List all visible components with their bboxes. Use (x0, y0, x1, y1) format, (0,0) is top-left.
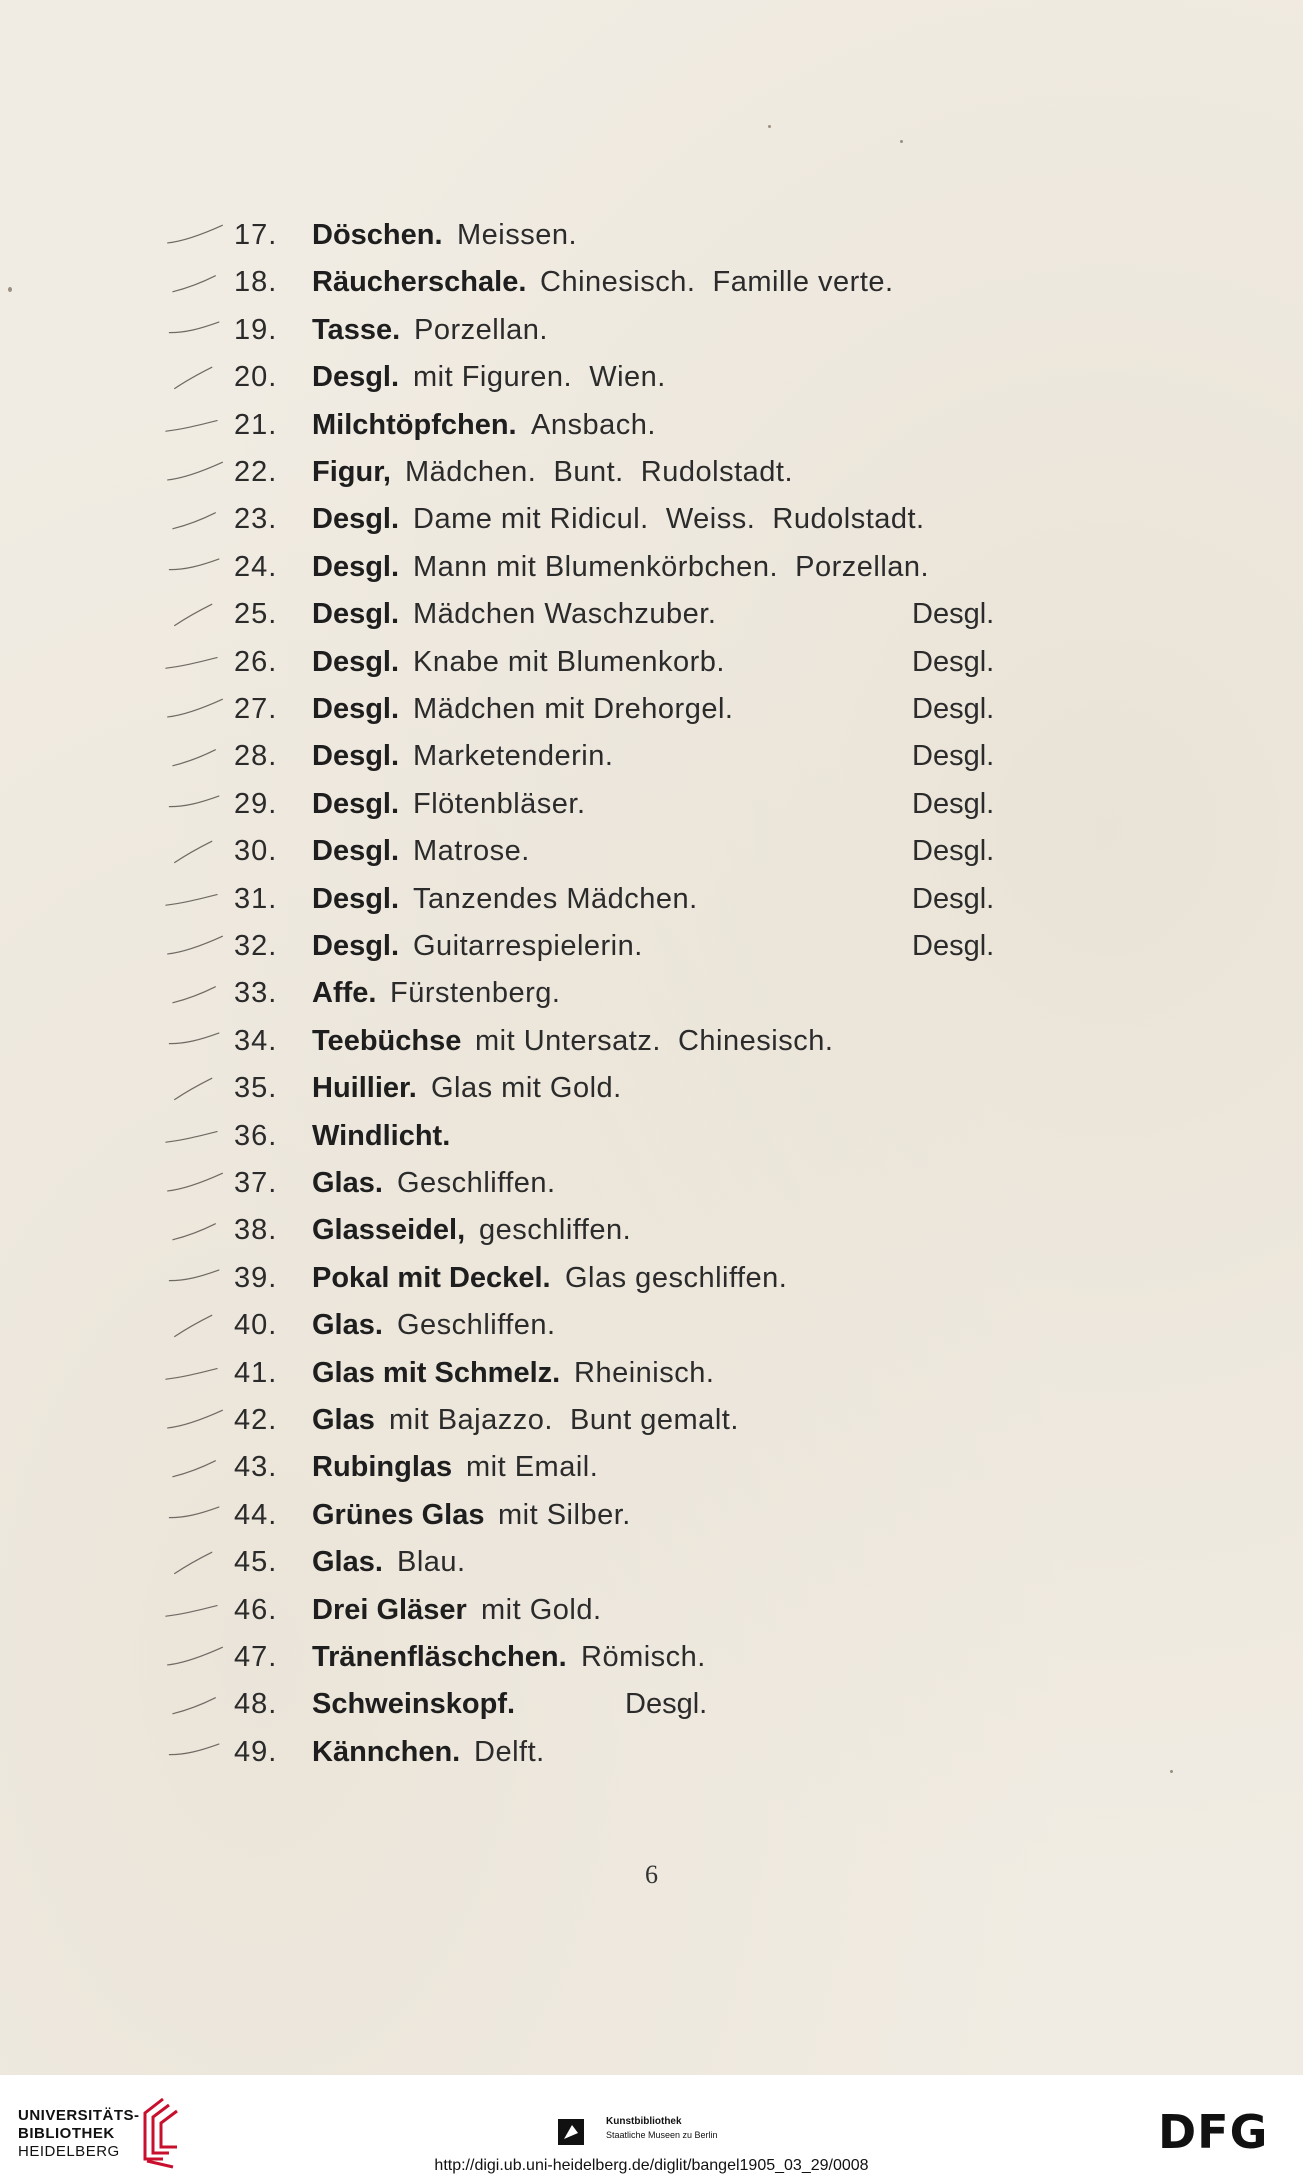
paper-speck (8, 287, 12, 292)
catalog-entry (0, 1255, 1303, 1302)
entry-number: 37. (234, 1167, 278, 1199)
entry-number: 44. (234, 1498, 278, 1531)
entry-material: Desgl. (912, 930, 995, 962)
pencil-tick-icon (160, 1310, 230, 1340)
entry-description: Rheinisch. (574, 1356, 715, 1389)
entry-title: Pokal mit Deckel. (312, 1261, 551, 1294)
entry-description: Matrose. (413, 835, 530, 868)
entry-title: Desgl. (312, 930, 400, 962)
entry-title: Desgl. (312, 361, 400, 394)
uni-logo-line1: UNIVERSITÄTS- (18, 2107, 140, 2124)
catalog-entry (0, 544, 1303, 591)
pencil-tick-icon (160, 599, 230, 629)
entry-number: 49. (234, 1735, 278, 1768)
catalog-entry (0, 1018, 1303, 1065)
entry-number: 45. (234, 1546, 278, 1579)
dfg-logo: DFG (1158, 2105, 1269, 2159)
entry-title: Affe. (312, 977, 377, 1010)
entry-title: Desgl. (312, 740, 400, 773)
pencil-tick-icon (160, 1500, 230, 1530)
entry-description: Glas geschliffen. (565, 1261, 788, 1294)
catalog-entry (0, 1587, 1303, 1634)
university-library-logo (18, 2107, 140, 2161)
entry-number: 23. (234, 503, 278, 536)
catalog-entry (0, 828, 1303, 875)
pencil-tick-icon (160, 1595, 230, 1625)
entry-number: 34. (234, 1024, 278, 1057)
pencil-tick-icon (160, 1168, 230, 1198)
entry-material: Desgl. (912, 882, 995, 915)
entry-number: 36. (234, 1119, 278, 1152)
entry-description: Dame mit Ridicul. Weiss. Rudolstadt. (413, 503, 925, 536)
catalog-entry (0, 354, 1303, 401)
entry-title: Desgl. (312, 503, 400, 536)
entry-description: Glas mit Gold. (431, 1072, 622, 1105)
catalog-entry (0, 781, 1303, 828)
catalog-entry (0, 496, 1303, 543)
pencil-tick-icon (160, 362, 230, 392)
pencil-tick-icon (160, 789, 230, 819)
paper-speck (1170, 1770, 1173, 1773)
pencil-tick-icon (160, 267, 230, 297)
entry-title: Desgl. (312, 835, 400, 868)
pencil-tick-icon (160, 457, 230, 487)
entry-title: Tränenfläschchen. (312, 1641, 567, 1673)
entry-title: Glas. (312, 1546, 383, 1579)
catalog-entry (0, 970, 1303, 1017)
entry-number: 25. (234, 598, 278, 631)
entry-number: 29. (234, 787, 278, 820)
pencil-tick-icon (160, 741, 230, 771)
catalog-entry (0, 1113, 1303, 1160)
catalog-entry (0, 1350, 1303, 1397)
pencil-tick-icon (160, 1689, 230, 1719)
entry-title: Desgl. (312, 550, 400, 583)
catalog-entry (0, 591, 1303, 638)
entry-description: Marketenderin. (413, 740, 614, 773)
entry-number: 20. (234, 361, 278, 394)
catalog-entry (0, 1444, 1303, 1491)
page-number: 6 (645, 1860, 658, 1889)
entry-material: Desgl. (912, 787, 995, 820)
entry-title: Glas. (312, 1167, 383, 1199)
pencil-tick-icon (160, 1358, 230, 1388)
pencil-tick-icon (160, 694, 230, 724)
pencil-tick-icon (160, 1263, 230, 1293)
pencil-tick-icon (160, 1121, 230, 1151)
entry-description: Römisch. (581, 1641, 706, 1673)
pencil-tick-icon (160, 220, 230, 250)
entry-title: Grünes Glas (312, 1498, 485, 1531)
catalog-entry (0, 402, 1303, 449)
entry-number: 22. (234, 456, 278, 488)
catalog-entry (0, 1729, 1303, 1776)
catalog-entry (0, 733, 1303, 780)
entry-title: Glasseidel, (312, 1214, 466, 1247)
pencil-tick-icon (160, 1547, 230, 1577)
entry-title: Döschen. (312, 219, 443, 251)
pencil-tick-icon (160, 1405, 230, 1435)
entry-material: Desgl. (912, 645, 995, 678)
pencil-tick-icon (160, 931, 230, 961)
pencil-tick-icon (160, 836, 230, 866)
entry-number: 41. (234, 1356, 278, 1389)
pencil-tick-icon (160, 410, 230, 440)
entry-number: 42. (234, 1404, 278, 1436)
pencil-tick-icon (160, 978, 230, 1008)
catalog-entry (0, 1065, 1303, 1112)
entry-description: Mädchen mit Drehorgel. (413, 693, 734, 725)
entry-title: Tasse. (312, 313, 401, 346)
entry-number: 48. (234, 1688, 278, 1721)
entry-material: Desgl. (912, 740, 995, 773)
entry-description: mit Silber. (498, 1498, 631, 1531)
entry-number: 21. (234, 408, 278, 441)
entry-title: Milchtöpfchen. (312, 408, 517, 441)
catalog-entry (0, 259, 1303, 306)
catalog-entry (0, 1160, 1303, 1207)
entry-title: Huillier. (312, 1072, 417, 1105)
catalog-entry (0, 639, 1303, 686)
paper-speck (768, 125, 771, 128)
kb-line1: Kunstbibliothek (606, 2116, 682, 2127)
entry-number: 18. (234, 266, 278, 299)
entry-number: 19. (234, 313, 278, 346)
entry-description: Guitarrespielerin. (413, 930, 643, 962)
entry-title: Desgl. (312, 882, 400, 915)
pencil-tick-icon (160, 1073, 230, 1103)
entry-title: Glas (312, 1404, 375, 1436)
entry-description: Mädchen. Bunt. Rudolstadt. (405, 456, 793, 488)
catalog-entry (0, 876, 1303, 923)
entry-title: Desgl. (312, 645, 400, 678)
catalog-entry (0, 307, 1303, 354)
entry-material: Desgl. (625, 1688, 708, 1721)
entry-title: Windlicht. (312, 1119, 451, 1152)
pencil-tick-icon (160, 884, 230, 914)
pencil-tick-icon (160, 315, 230, 345)
entry-description: Meissen. (457, 219, 578, 251)
pencil-tick-icon (160, 504, 230, 534)
paper-speck (900, 140, 903, 143)
entry-number: 31. (234, 882, 278, 915)
pencil-tick-icon (160, 1026, 230, 1056)
kb-line2: Staatliche Museen zu Berlin (606, 2130, 718, 2140)
entry-title: Räucherschale. (312, 266, 527, 299)
pencil-tick-icon (160, 647, 230, 677)
entry-material: Desgl. (912, 835, 995, 868)
entry-material: Desgl. (912, 598, 995, 631)
entry-description: Chinesisch. Famille verte. (540, 266, 894, 299)
entry-number: 24. (234, 550, 278, 583)
entry-number: 33. (234, 977, 278, 1010)
entry-number: 46. (234, 1593, 278, 1626)
entry-description: mit Figuren. Wien. (413, 361, 666, 394)
entry-description: Knabe mit Blumenkorb. (413, 645, 725, 678)
entry-number: 43. (234, 1451, 278, 1484)
entry-number: 47. (234, 1641, 278, 1673)
catalog-entry (0, 1681, 1303, 1728)
entry-description: geschliffen. (479, 1214, 632, 1247)
entry-description: mit Email. (466, 1451, 599, 1484)
entry-description: Geschliffen. (397, 1309, 556, 1342)
entry-number: 26. (234, 645, 278, 678)
catalog-entry (0, 449, 1303, 496)
entry-title: Drei Gläser (312, 1593, 467, 1626)
source-url[interactable]: http://digi.ub.uni-heidelberg.de/diglit/bangel1905_03_29/0008 (434, 2157, 869, 2174)
entry-number: 32. (234, 930, 278, 962)
entry-title: Desgl. (312, 787, 400, 820)
entry-description: Fürstenberg. (390, 977, 561, 1010)
entry-number: 17. (234, 219, 278, 251)
catalog-entry (0, 1539, 1303, 1586)
entry-number: 38. (234, 1214, 278, 1247)
pencil-tick-icon (160, 552, 230, 582)
entry-description: Blau. (397, 1546, 466, 1579)
entry-description: Mädchen Waschzuber. (413, 598, 717, 631)
catalog-entry (0, 1634, 1303, 1681)
catalog-entry (0, 686, 1303, 733)
entry-title: Teebüchse (312, 1024, 462, 1057)
entry-title: Glas. (312, 1309, 383, 1342)
entry-description: mit Bajazzo. Bunt gemalt. (389, 1404, 739, 1436)
entry-description: Porzellan. (414, 313, 548, 346)
entry-title: Kännchen. (312, 1735, 461, 1768)
entry-number: 35. (234, 1072, 278, 1105)
footer-bar (0, 2075, 1303, 2180)
entry-description: mit Untersatz. Chinesisch. (475, 1024, 834, 1057)
entry-description: mit Gold. (481, 1593, 602, 1626)
entry-description: Mann mit Blumenkörbchen. Porzellan. (413, 550, 930, 583)
entry-title: Glas mit Schmelz. (312, 1356, 561, 1389)
entry-material: Desgl. (912, 693, 995, 725)
entry-number: 39. (234, 1261, 278, 1294)
entry-description: Geschliffen. (397, 1167, 556, 1199)
catalog-entry (0, 1492, 1303, 1539)
pencil-tick-icon (160, 1215, 230, 1245)
catalog-entry (0, 1302, 1303, 1349)
uni-logo-line2: BIBLIOTHEK (18, 2125, 115, 2142)
catalog-entry (0, 212, 1303, 259)
pencil-tick-icon (160, 1737, 230, 1767)
entry-number: 40. (234, 1309, 278, 1342)
catalog-entry (0, 1207, 1303, 1254)
entry-title: Desgl. (312, 693, 400, 725)
entry-number: 27. (234, 693, 278, 725)
entry-description: Tanzendes Mädchen. (413, 882, 698, 915)
entry-title: Schweinskopf. (312, 1688, 516, 1721)
kunstbibliothek-logo-icon (556, 2117, 586, 2147)
pencil-tick-icon (160, 1452, 230, 1482)
catalog-entry (0, 923, 1303, 970)
entry-number: 30. (234, 835, 278, 868)
entry-description: Flötenbläser. (413, 787, 586, 820)
entry-title: Desgl. (312, 598, 400, 631)
entry-title: Rubinglas (312, 1451, 453, 1484)
uni-logo-line3: HEIDELBERG (18, 2143, 120, 2160)
pencil-tick-icon (160, 1642, 230, 1672)
entry-description: Ansbach. (531, 408, 656, 441)
entry-number: 28. (234, 740, 278, 773)
catalog-entry (0, 1397, 1303, 1444)
entry-title: Figur, (312, 456, 391, 488)
kunstbibliothek-text (606, 2115, 718, 2142)
entry-description: Delft. (474, 1735, 545, 1768)
